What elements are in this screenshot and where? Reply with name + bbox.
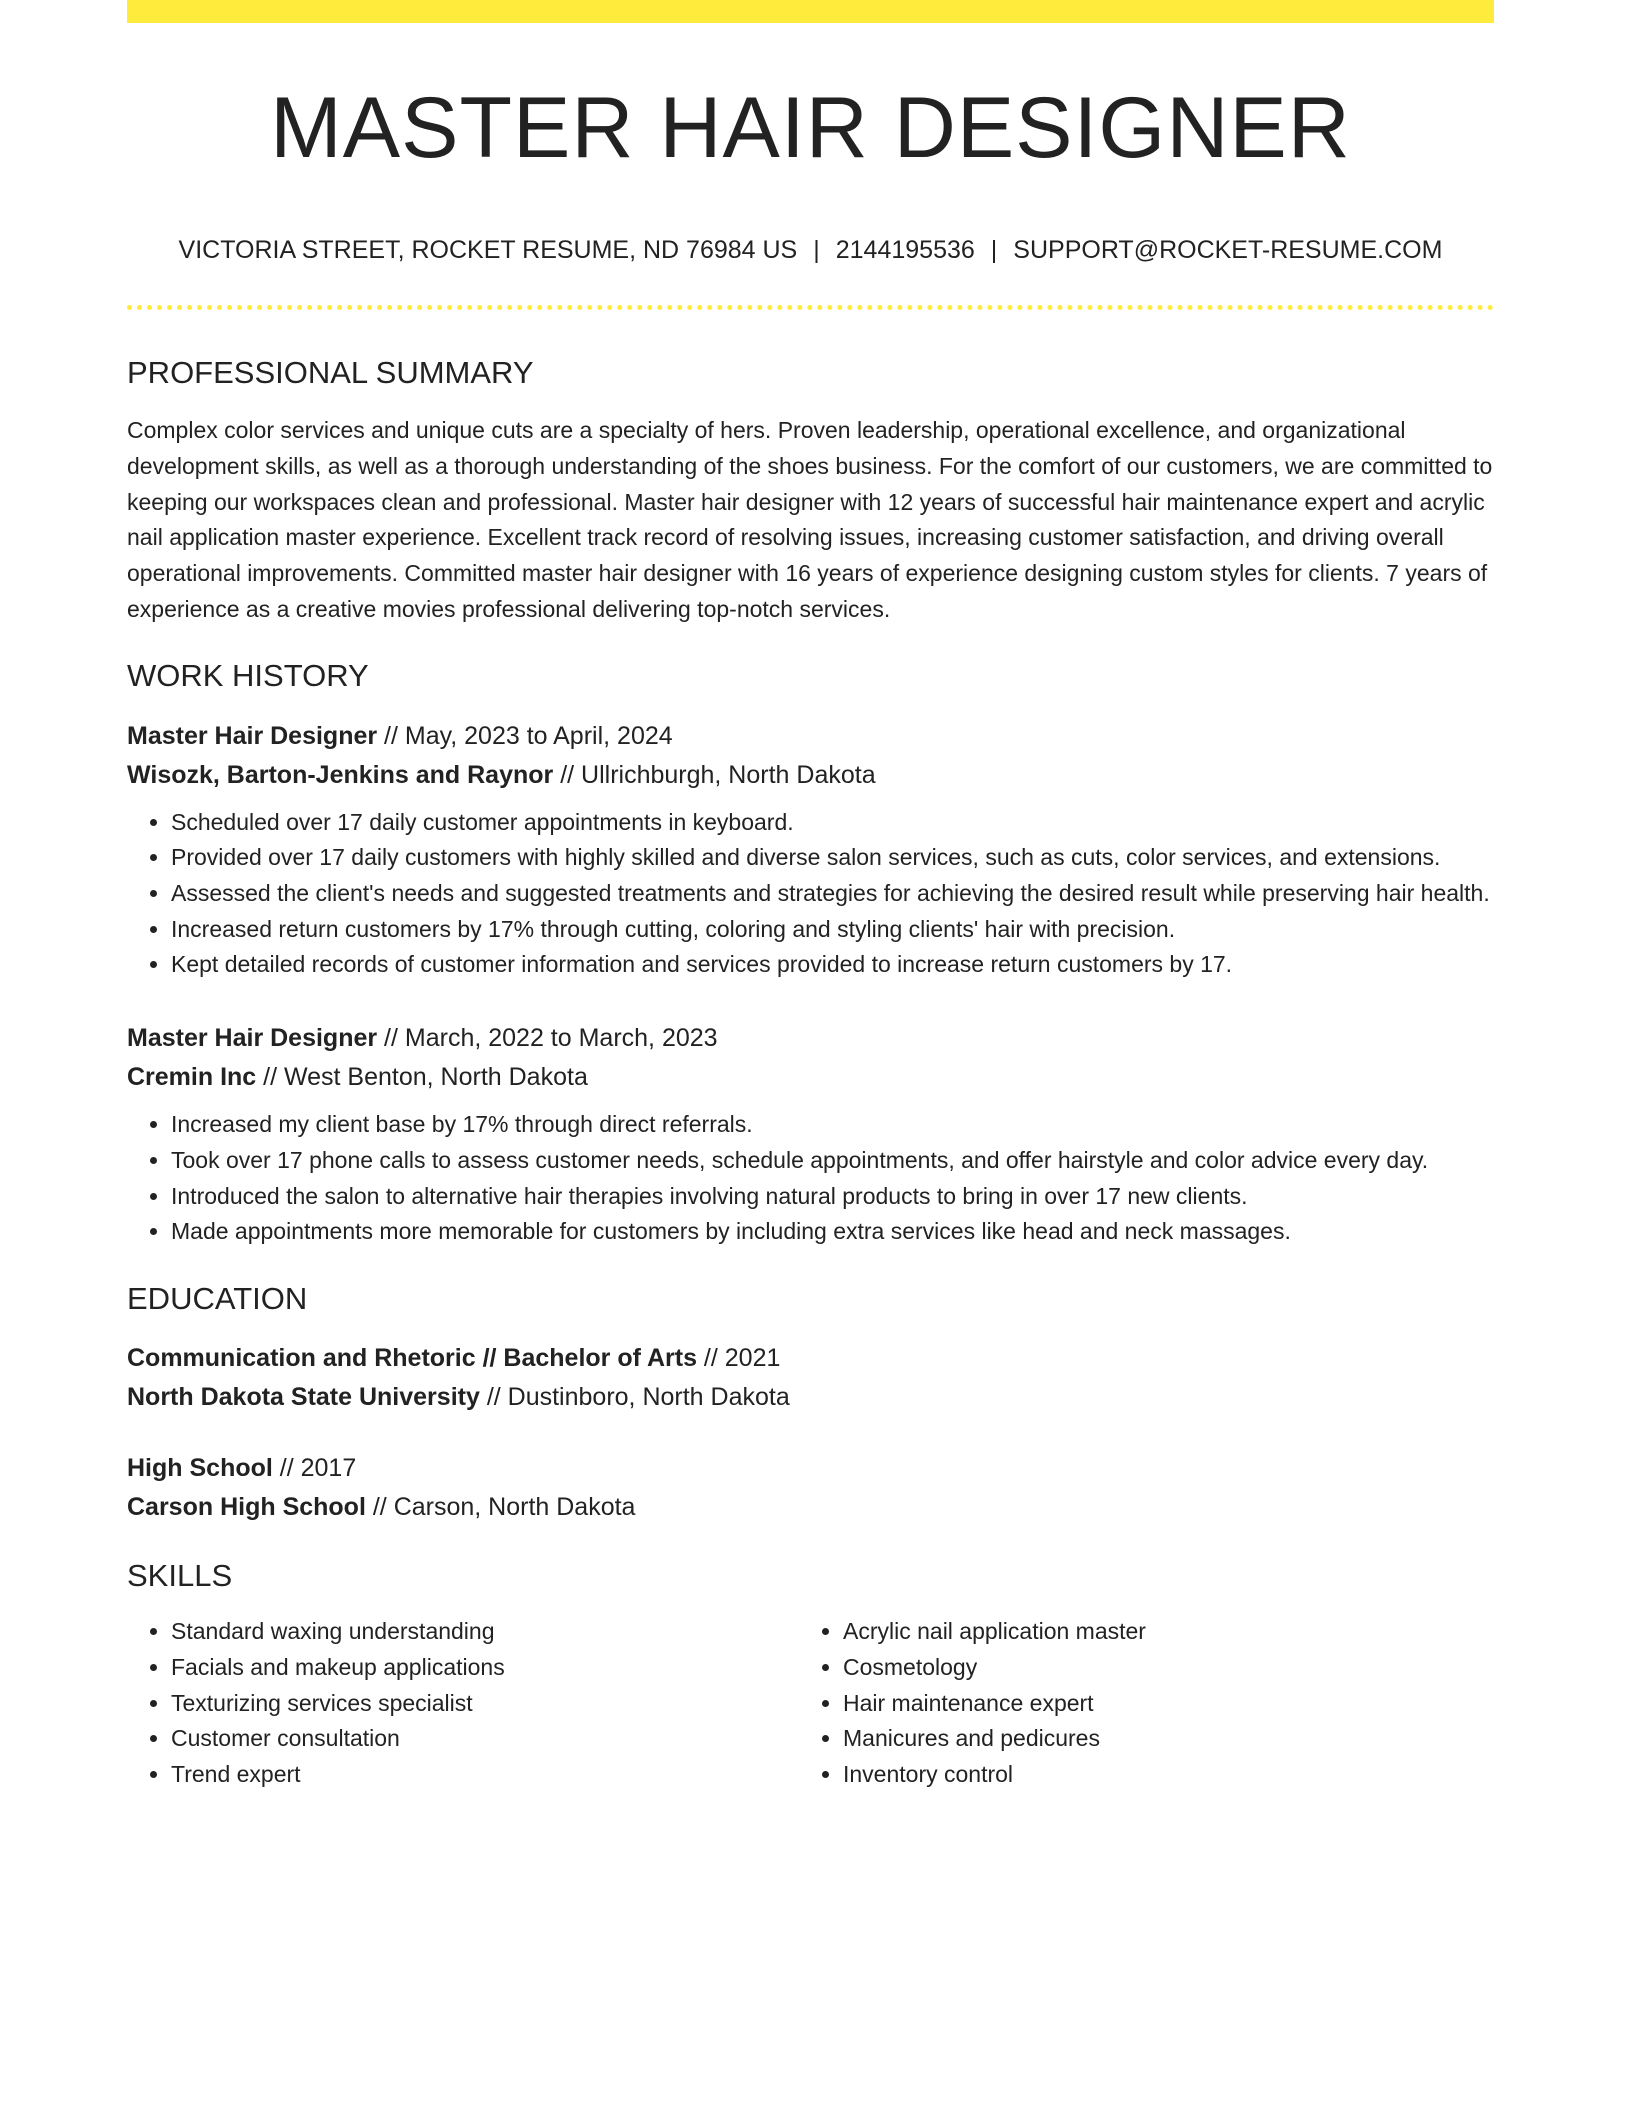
skill-item: • Customer consultation bbox=[171, 1721, 799, 1757]
education-degree-line bbox=[127, 1449, 1494, 1488]
job-bullets bbox=[127, 1107, 1494, 1250]
job-bullet: • Increased return customers by 17% through cutting, coloring and styling clients' hair with precision. bbox=[171, 912, 1494, 948]
education-entry bbox=[127, 1449, 1494, 1527]
job-company-line bbox=[127, 756, 1494, 795]
education-location: // Dustinboro, North Dakota bbox=[479, 1383, 790, 1412]
job-bullet: • Made appointments more memorable for customers by including extra services like head and neck massages. bbox=[171, 1214, 1494, 1250]
resume-page bbox=[127, 0, 1494, 1793]
skills-columns bbox=[127, 1614, 1494, 1793]
contact-separator: | bbox=[813, 236, 820, 264]
job-title-line bbox=[127, 717, 1494, 756]
contact-phone: 2144195536 bbox=[835, 236, 975, 264]
dotted-divider bbox=[127, 305, 1494, 310]
job-bullet: • Introduced the salon to alternative hair therapies involving natural products to bring in over 17 new clients. bbox=[171, 1179, 1494, 1215]
accent-top-bar bbox=[127, 0, 1494, 23]
job-location: // West Benton, North Dakota bbox=[256, 1063, 588, 1092]
job-location: // Ullrichburgh, North Dakota bbox=[553, 760, 876, 789]
education-year: // 2021 bbox=[696, 1344, 781, 1373]
job-company: Cremin Inc bbox=[127, 1063, 257, 1092]
job-bullet: • Scheduled over 17 daily customer appointments in keyboard. bbox=[171, 805, 1494, 841]
job-company: Wisozk, Barton-Jenkins and Raynor bbox=[127, 760, 554, 789]
education-location: // Carson, North Dakota bbox=[365, 1493, 636, 1522]
job-dates: // March, 2022 to March, 2023 bbox=[377, 1024, 718, 1053]
skill-item: • Inventory control bbox=[843, 1757, 1471, 1793]
job-entry bbox=[127, 717, 1494, 984]
skill-item: • Standard waxing understanding bbox=[171, 1614, 799, 1650]
job-bullets bbox=[127, 805, 1494, 984]
education-school-line bbox=[127, 1378, 1494, 1417]
summary-heading: PROFESSIONAL SUMMARY bbox=[127, 355, 534, 390]
contact-address: VICTORIA STREET, ROCKET RESUME, ND 76984 US bbox=[178, 236, 798, 264]
skill-item: • Cosmetology bbox=[843, 1650, 1471, 1686]
job-position: Master Hair Designer bbox=[127, 1024, 378, 1053]
job-company-line bbox=[127, 1058, 1494, 1097]
education-heading: EDUCATION bbox=[127, 1280, 308, 1316]
skill-item: • Hair maintenance expert bbox=[843, 1686, 1471, 1722]
skill-item: • Facials and makeup applications bbox=[171, 1650, 799, 1686]
education-entry bbox=[127, 1339, 1494, 1417]
job-bullet: • Took over 17 phone calls to assess customer needs, schedule appointments, and offer hairstyle and color advice every day. bbox=[171, 1143, 1494, 1179]
education-degree: High School bbox=[127, 1454, 273, 1483]
job-entry bbox=[127, 1019, 1494, 1250]
skill-item: • Texturizing services specialist bbox=[171, 1686, 799, 1722]
work-history-heading: WORK HISTORY bbox=[127, 658, 369, 694]
education-school: North Dakota State University bbox=[127, 1383, 480, 1412]
skills-heading: SKILLS bbox=[127, 1558, 233, 1594]
education-degree: Communication and Rhetoric // Bachelor of Arts bbox=[127, 1344, 697, 1373]
skill-item: • Trend expert bbox=[171, 1757, 799, 1793]
job-title-line bbox=[127, 1019, 1494, 1058]
education-school-line bbox=[127, 1488, 1494, 1527]
skill-item: • Acrylic nail application master bbox=[843, 1614, 1471, 1650]
job-bullet: • Provided over 17 daily customers with highly skilled and diverse salon services, such as cuts, color services, and extensions. bbox=[171, 840, 1494, 876]
job-dates: // May, 2023 to April, 2024 bbox=[377, 721, 673, 750]
skill-item: • Manicures and pedicures bbox=[843, 1721, 1471, 1757]
job-bullet: • Kept detailed records of customer information and services provided to increase return customers by 17. bbox=[171, 947, 1494, 983]
education-degree-line bbox=[127, 1339, 1494, 1378]
summary-text: Complex color services and unique cuts are a specialty of hers. Proven leadership, operational excellence, and organizational development skills, as well as a thorough understanding of the shoes business. For the comfort of our customers, we are committed to keeping our workspaces clean and professional. Master hair designer with 12 years of successful hair maintenance expert and acrylic nail application master experience. Excellent track record of resolving issues, increasing customer satisfaction, and driving overall operational improvements. Committed master hair designer with 16 years of experience designing custom styles for clients. 7 years of experience as a creative movies professional delivering top-notch services. bbox=[127, 417, 1493, 622]
contact-email: SUPPORT@ROCKET-RESUME.COM bbox=[1013, 236, 1443, 264]
resume-name-title: MASTER HAIR DESIGNER bbox=[270, 80, 1351, 176]
contact-line bbox=[127, 235, 1494, 265]
education-school: Carson High School bbox=[127, 1493, 366, 1522]
job-bullet: • Increased my client base by 17% through direct referrals. bbox=[171, 1107, 1494, 1143]
job-position: Master Hair Designer bbox=[127, 721, 378, 750]
skills-list-right bbox=[799, 1614, 1471, 1793]
contact-separator: | bbox=[990, 236, 998, 264]
job-bullet: • Assessed the client's needs and suggested treatments and strategies for achieving the desired result while preserving hair health. bbox=[171, 876, 1494, 912]
education-year: // 2017 bbox=[272, 1454, 357, 1483]
skills-list-left bbox=[127, 1614, 799, 1793]
